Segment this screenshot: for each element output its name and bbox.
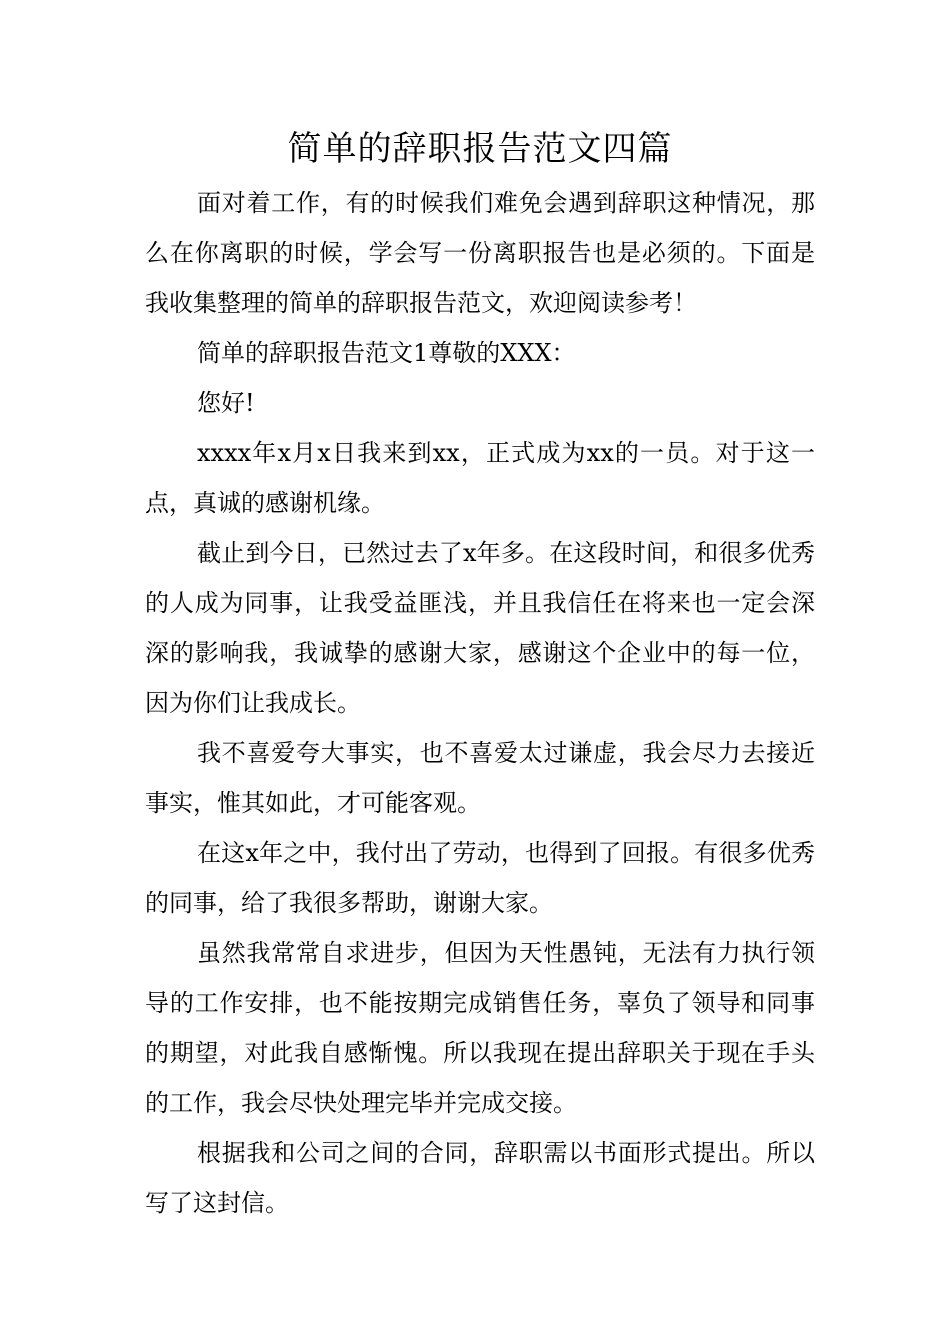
paragraph-salutation: 简单的辞职报告范文1尊敬的XXX： — [197, 339, 576, 367]
document-title: 简单的辞职报告范文四篇 — [287, 129, 673, 169]
paragraph-greeting: 您好! — [197, 389, 255, 417]
paragraph-reason: 虽然我常常自求进步，但因为天性愚钝，无法有力执行领导的工作安排，也不能按期完成销售任务，辜负了领导和同事的期望，对此我自感惭愧。所以我现在提出辞职关于现在手头的工作，我会尽快处理完毕并完成交接。 — [145, 939, 815, 1117]
paragraph-objectivity: 我不喜爱夸大事实，也不喜爱太过谦虚，我会尽力去接近事实，惟其如此，才可能客观。 — [145, 739, 815, 817]
paragraph-intro: 面对着工作，有的时候我们难免会遇到辞职这种情况，那么在你离职的时候，学会写一份离职报告也是必须的。下面是我收集整理的简单的辞职报告范文，欢迎阅读参考！ — [145, 189, 815, 317]
paragraph-effort: 在这x年之中，我付出了劳动，也得到了回报。有很多优秀的同事，给了我很多帮助，谢谢大家。 — [145, 839, 815, 917]
paragraph-thanks: 截止到今日，已然过去了x年多。在这段时间，和很多优秀的人成为同事，让我受益匪浅，并且我信任在将来也一定会深深的影响我，我诚挚的感谢大家，感谢这个企业中的每一位，因为你们让我成长。 — [145, 539, 815, 717]
document-page — [145, 120, 815, 1228]
paragraph-contract: 根据我和公司之间的合同，辞职需以书面形式提出。所以写了这封信。 — [145, 1139, 815, 1217]
paragraph-joining: xxxx年x月x日我来到xx，正式成为xx的一员。对于这一点，真诚的感谢机缘。 — [145, 439, 815, 517]
